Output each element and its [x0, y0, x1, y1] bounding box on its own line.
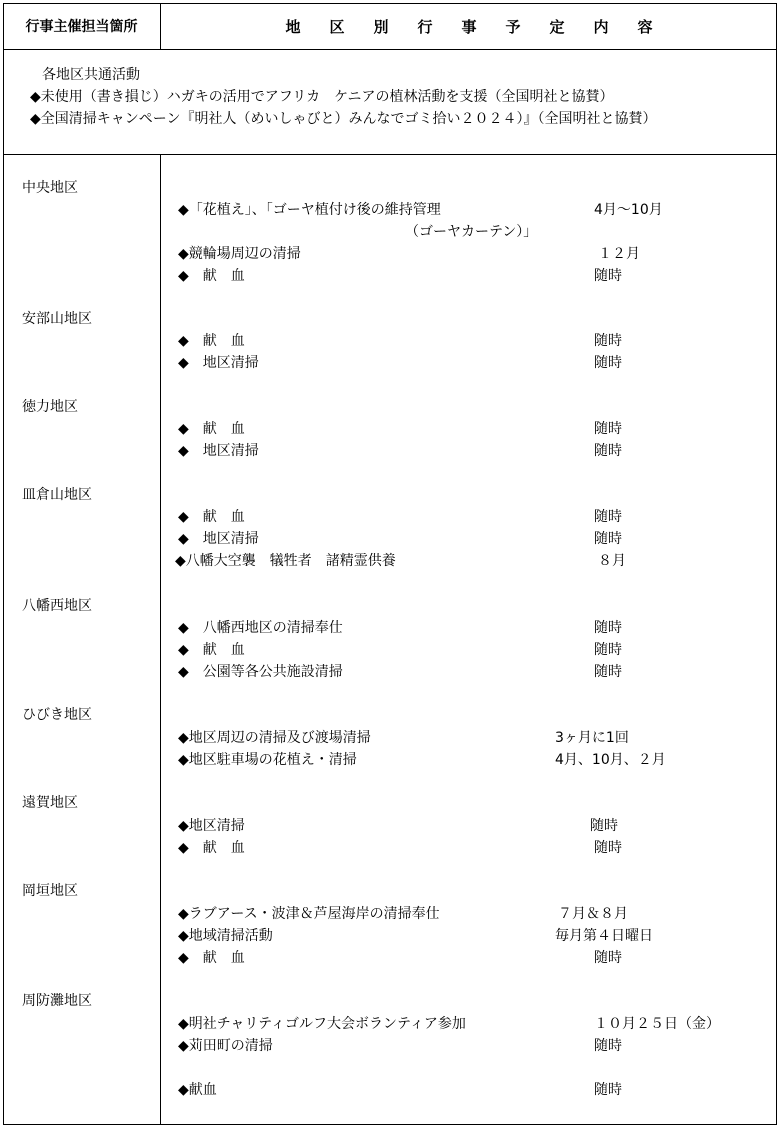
event-schedule: 4月、10月、２月	[555, 752, 666, 768]
event-schedule: 随時	[594, 1038, 622, 1054]
common-activities-title: 各地区共通活動	[42, 67, 140, 83]
event-text: ◆ 献 血	[178, 840, 245, 856]
header-schedule-title: 地区別行事予定内容	[285, 17, 682, 36]
event-text: ◆地域清掃活動	[178, 928, 273, 944]
district-name: ひびき地区	[22, 707, 92, 723]
event-text: ◆ 献 血	[178, 642, 245, 658]
event-text: ◆ 献 血	[178, 421, 245, 437]
district-name: 八幡西地区	[22, 598, 92, 614]
event-schedule: 随時	[590, 818, 618, 834]
event-schedule: 随時	[594, 355, 622, 371]
event-text: ◆ラブアース・波津＆芦屋海岸の清掃奉仕	[178, 906, 440, 922]
event-schedule: 随時	[594, 620, 622, 636]
event-text: ◆八幡大空襲 犠牲者 諸精霊供養	[175, 553, 396, 569]
event-schedule: 随時	[594, 443, 622, 459]
event-schedule: 3ヶ月に1回	[555, 730, 629, 746]
district-name: 中央地区	[22, 180, 78, 196]
event-text: ◆ 献 血	[178, 333, 245, 349]
body-column-divider	[160, 154, 161, 1125]
event-text: ◆ 献 血	[178, 950, 245, 966]
event-text: ◆ 地区清掃	[178, 531, 259, 547]
event-schedule: 毎月第４日曜日	[555, 928, 653, 944]
district-name: 岡垣地区	[22, 883, 78, 899]
event-text: ◆ 公園等各公共施設清掃	[178, 664, 343, 680]
event-schedule: ８月	[598, 553, 626, 569]
event-schedule: 随時	[594, 840, 622, 856]
header-organizer-label: 行事主催担当箇所	[25, 19, 138, 35]
event-text: ◆「花植え」、「ゴーヤ植付け後の維持管理	[178, 202, 441, 218]
event-text: ◆献血	[178, 1082, 217, 1098]
event-text: ◆ 地区清掃	[178, 443, 259, 459]
event-text: ◆地区駐車場の花植え・清掃	[178, 752, 357, 768]
event-text: ◆地区清掃	[178, 818, 245, 834]
event-schedule: 随時	[594, 509, 622, 525]
event-schedule: １０月２５日（金）	[594, 1016, 720, 1032]
event-text: ◆ 八幡西地区の清掃奉仕	[178, 620, 343, 636]
event-schedule: 随時	[594, 421, 622, 437]
event-schedule: 随時	[594, 642, 622, 658]
event-schedule: ７月＆８月	[558, 906, 628, 922]
event-schedule: １２月	[598, 246, 640, 262]
event-schedule: 随時	[594, 268, 622, 284]
district-name: 徳力地区	[22, 399, 78, 415]
event-text: ◆苅田町の清掃	[178, 1038, 273, 1054]
event-schedule: 随時	[594, 333, 622, 349]
event-text: ◆ 献 血	[178, 509, 245, 525]
event-schedule: 随時	[594, 531, 622, 547]
district-name: 遠賀地区	[22, 795, 78, 811]
event-text: ◆ 献 血	[178, 268, 245, 284]
event-text: ◆地区周辺の清掃及び渡場清掃	[178, 730, 371, 746]
district-name: 周防灘地区	[22, 993, 92, 1009]
event-schedule: 随時	[594, 664, 622, 680]
common-section-divider	[3, 154, 777, 155]
district-name: 安部山地区	[22, 311, 92, 327]
event-text: （ゴーヤカーテン）」	[405, 224, 538, 240]
event-schedule: 随時	[594, 1082, 622, 1098]
event-schedule: 4月～10月	[594, 202, 663, 218]
district-name: 皿倉山地区	[22, 487, 92, 503]
event-schedule: 随時	[594, 950, 622, 966]
common-activities	[30, 64, 656, 130]
header-divider	[3, 49, 777, 50]
event-text: ◆ 地区清掃	[178, 355, 259, 371]
common-activity-line: ◆全国清掃キャンペーン『明社人（めいしゃびと）みんなでゴミ拾い２０２４）』（全国明社と協賛）	[30, 111, 657, 127]
event-text: ◆競輪場周辺の清掃	[178, 246, 301, 262]
common-activity-line: ◆未使用（書き損じ）ハガキの活用でアフリカ ケニアの植林活動を支援（全国明社と協賛）	[30, 89, 614, 105]
event-text: ◆明社チャリティゴルフ大会ボランティア参加	[178, 1016, 466, 1032]
